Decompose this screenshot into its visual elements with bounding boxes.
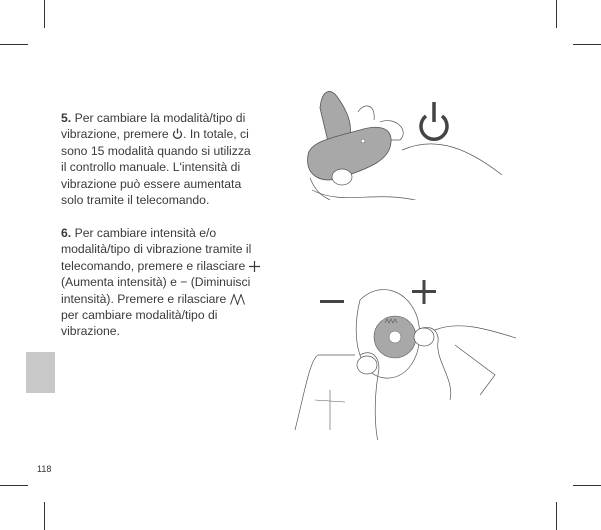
text-line: vibrazione può essere aumentata	[61, 176, 242, 191]
power-icon	[421, 102, 447, 139]
power-icon	[172, 128, 183, 140]
text-line: per cambiare modalità/tipo di	[61, 308, 218, 323]
plus-icon	[249, 261, 260, 272]
crop-mark	[573, 44, 601, 45]
text-line: . In totale, ci	[183, 127, 249, 142]
text-line: (Aumenta intensità) e − (Diminuisci	[61, 275, 251, 290]
crop-mark	[556, 0, 557, 28]
text-line: vibrazione, premere	[61, 127, 173, 142]
text-line: telecomando, premere e rilasciare	[61, 258, 249, 273]
text-line: intensità). Premere e rilasciare	[61, 291, 230, 306]
page-number: 118	[37, 464, 52, 474]
wave-mode-icon	[230, 294, 245, 305]
step-6-text	[61, 225, 301, 340]
hands-remote-illustration	[290, 280, 530, 440]
crop-mark	[44, 502, 45, 530]
crop-mark	[0, 485, 28, 486]
minus-icon	[320, 300, 344, 303]
step-5-text	[61, 110, 301, 208]
text-line: modalità/tipo di vibrazione tramite il	[61, 242, 252, 257]
text-line: sono 15 modalità quando si utilizza	[61, 143, 251, 158]
section-tab	[26, 352, 55, 393]
text-line: solo tramite il telecomando.	[61, 193, 210, 208]
text-line: il controllo manuale. L'intensità di	[61, 160, 241, 175]
crop-mark	[556, 502, 557, 530]
crop-mark	[44, 0, 45, 28]
step-number: 5.	[61, 111, 72, 125]
plus-icon	[412, 280, 436, 304]
crop-mark	[573, 485, 601, 486]
text-line: vibrazione.	[61, 324, 120, 339]
text-line: Per cambiare intensità e/o	[74, 226, 217, 240]
crop-mark	[0, 44, 28, 45]
hand-device-power-illustration	[290, 80, 520, 200]
text-line: Per cambiare la modalità/tipo di	[74, 111, 246, 125]
step-number: 6.	[61, 226, 72, 240]
